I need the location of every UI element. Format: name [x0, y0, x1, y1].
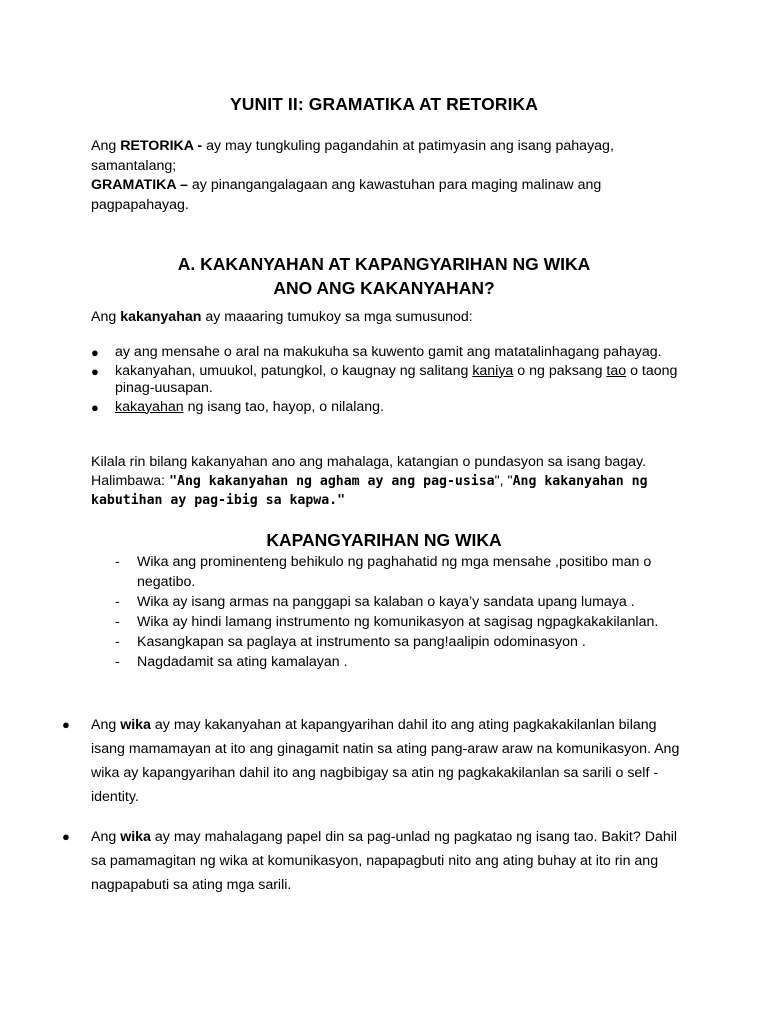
section-a-subheading: ANO ANG KAKANYAHAN? — [273, 278, 495, 298]
list-item: ● kakayahan ng isang tao, hayop, o nilalang. — [91, 398, 384, 415]
list-item: ● kakanyahan, umuukol, patungkol, o kaugnay ng salitang kaniya o ng paksang tao o taong pinag-uusapan. — [91, 362, 678, 396]
intro-retorika: Ang RETORIKA - ay may tungkuling pagandahin at patimyasin ang isang pahayag, samantalang; — [91, 138, 614, 174]
retorika-term: RETORIKA - — [120, 138, 203, 154]
intro-gramatika: GRAMATIKA – ay pinangangalagaan ang kawastuhan para maging malinaw ang pagpapahayag. — [91, 177, 602, 213]
dash-icon: - — [115, 614, 120, 630]
kakanyahan-paragraph: Kilala rin bilang kakanyahan ano ang mahalaga, katangian o pundasyon sa isang bagay. Halimbawa: "Ang kakanyahan ng agham ay ang pag-usisa", "Ang kakanyahan ng kabutihan ay pag-ibig sa kapwa." — [91, 454, 648, 508]
list-item: - Wika ay hindi lamang instrumento ng komunikasyon at sagisag ngpagkakakilanlan. — [115, 614, 659, 630]
list-item: - Wika ay isang armas na panggapi sa kalaban o kaya’y sandata upang lumaya . — [115, 594, 635, 610]
bullet-icon: ● — [91, 399, 99, 415]
closing-paragraph-1: ● Ang wika ay may kakanyahan at kapangyarihan dahil ito ang ating pagkakakilanlan bilang isang mamamayan at ito ang ginagamit natin sa ating pang-araw araw na komunikasyon. Ang wika ay kapangyarihan dahil ito ang nagbibigay sa atin ng pagkakakilanlan sa sarili o self - identity. — [62, 713, 682, 809]
page-title: YUNIT II: GRAMATIKA AT RETORIKA — [229, 94, 539, 114]
dash-icon: - — [115, 654, 120, 670]
dash-icon: - — [115, 554, 120, 570]
bullet-icon: ● — [62, 829, 70, 844]
kakanyahan-list — [91, 344, 691, 417]
kapangyarihan-heading: KAPANGYARIHAN NG WIKA — [266, 530, 502, 550]
bullet-icon: ● — [91, 345, 99, 360]
list-item: ● ay ang mensahe o aral na makukuha sa kuwento gamit ang matatalinhagang pahayag. — [91, 344, 662, 360]
kakanyahan-lead: Ang kakanyahan ay maaaring tumukoy sa mga sumusunod: — [91, 309, 473, 325]
kapangyarihan-list — [115, 552, 675, 672]
dash-icon: - — [115, 634, 120, 650]
intro-block — [91, 137, 691, 215]
list-item: - Wika ang prominenteng behikulo ng paghahatid ng mga mensahe ,positibo man o negatibo. — [115, 554, 652, 590]
bullet-icon: ● — [91, 363, 99, 379]
list-item: - Kasangkapan sa paglaya at instrumento sa pang!aalipin odominasyon . — [115, 634, 586, 650]
gramatika-term: GRAMATIKA – — [91, 177, 188, 193]
dash-icon: - — [115, 594, 120, 610]
closing-paragraph-2: ● Ang wika ay may mahalagang papel din sa pag-unlad ng pagkatao ng isang tao. Bakit? Dahil sa pamamagitan ng wika at komunikasyon, napapagbuti nito ang ating buhay at ito rin ang nagpapabuti sa ating mga sarili. — [62, 825, 682, 897]
section-a-heading: A. KAKANYAHAN AT KAPANGYARIHAN NG WIKA — [177, 254, 591, 274]
bullet-icon: ● — [62, 717, 70, 732]
list-item: - Nagdadamit sa ating kamalayan . — [115, 654, 348, 670]
